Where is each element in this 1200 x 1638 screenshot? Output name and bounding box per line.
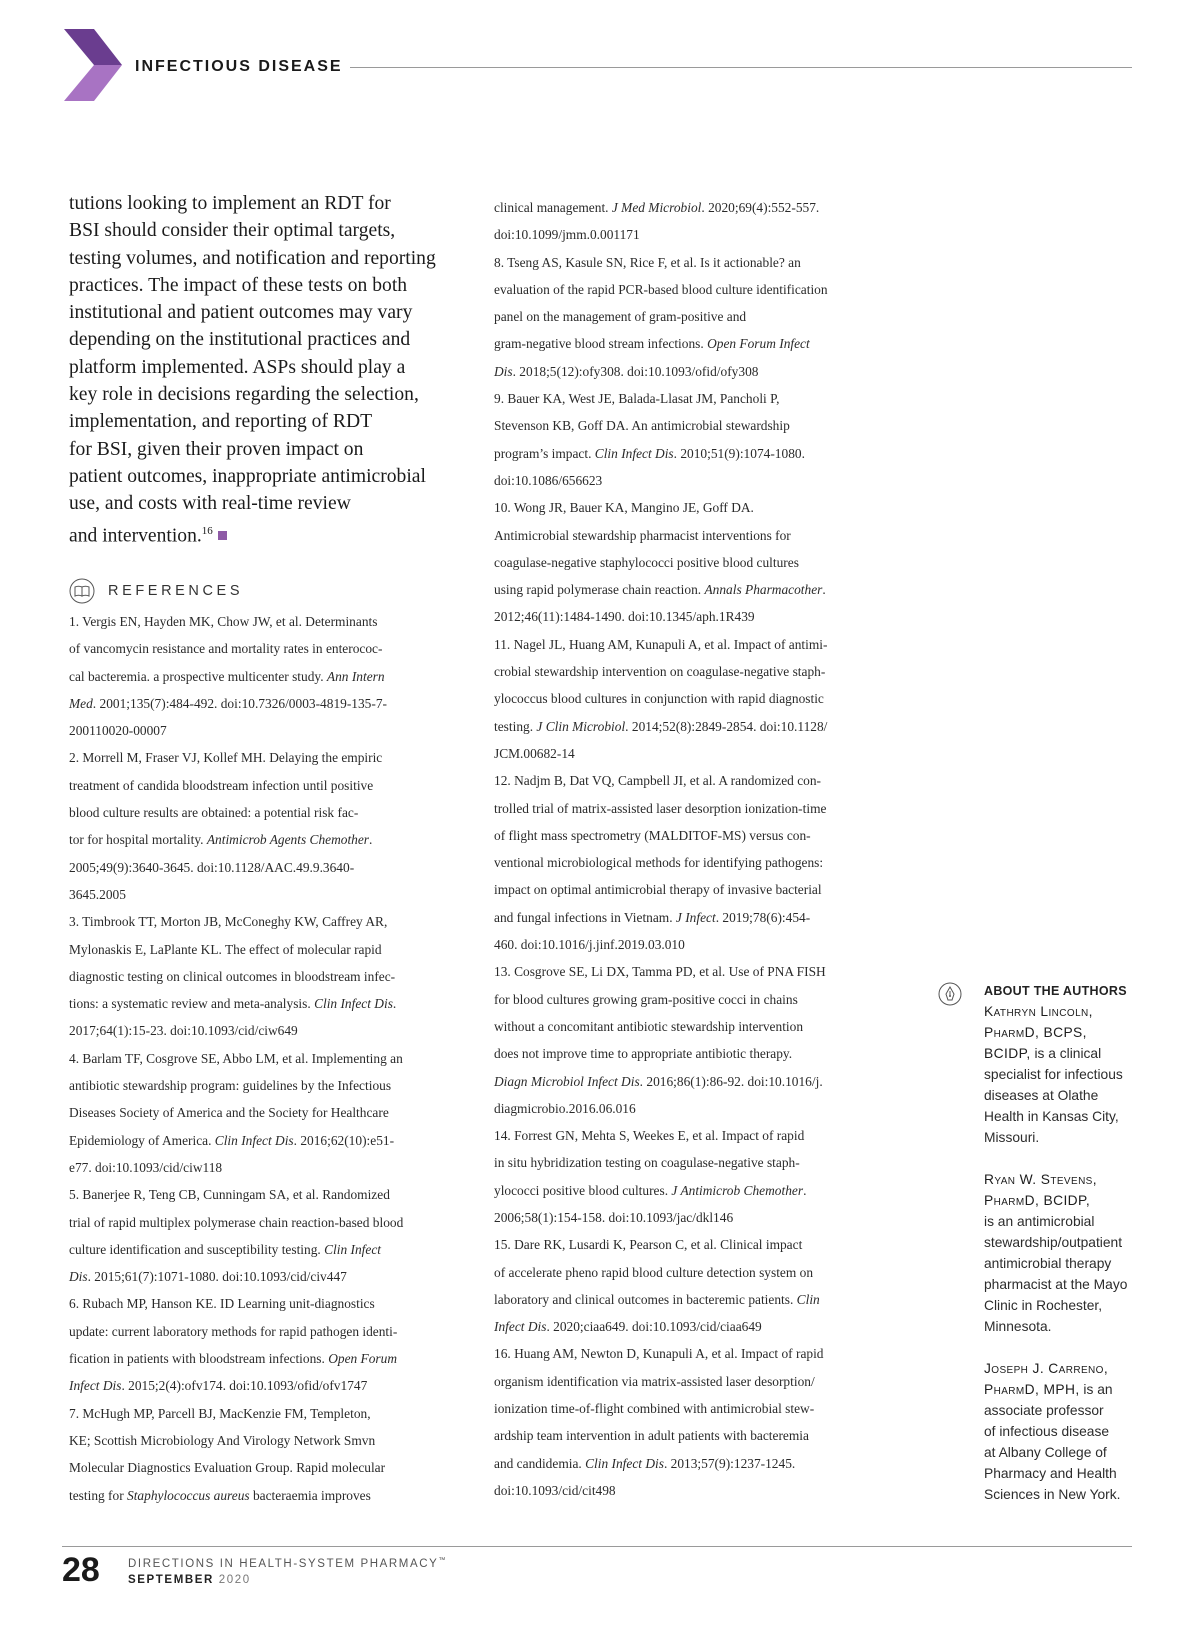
author-bio-line: Clinic in Rochester, xyxy=(984,1298,1103,1313)
author-bio-line: is an antimicrobial xyxy=(984,1214,1095,1229)
reference-line: 10. Wong JR, Bauer KA, Mangino JE, Goff DA. xyxy=(494,500,754,516)
reference-line: 3645.2005 xyxy=(69,886,126,902)
section-chevron-logo xyxy=(64,29,122,101)
author-name: Joseph J. Carreno, xyxy=(984,1361,1109,1376)
author-bio-line: stewardship/outpatient xyxy=(984,1235,1123,1250)
reference-line: 6. Rubach MP, Hanson KE. ID Learning unit-diagnostics xyxy=(69,1296,375,1312)
reference-line: 4. Barlam TF, Cosgrove SE, Abbo LM, et al. Implementing an xyxy=(69,1050,403,1066)
reference-line: 1. Vergis EN, Hayden MK, Chow JW, et al. Determinants xyxy=(69,614,378,629)
about-the-authors xyxy=(941,981,1141,1526)
reference-line: doi:10.1086/656623 xyxy=(494,472,603,488)
references-heading xyxy=(69,578,243,604)
reference-line: doi:10.1093/cid/cit498 xyxy=(494,1482,616,1498)
reference-line: evaluation of the rapid PCR-based blood culture identification xyxy=(494,281,828,297)
reference-line: coagulase-negative staphylococci positive blood cultures xyxy=(494,554,799,570)
publication-title: DIRECTIONS IN HEALTH-SYSTEM PHARMACY xyxy=(128,1558,439,1570)
author-name-line xyxy=(984,1169,1141,1190)
end-of-article-mark xyxy=(218,531,227,540)
author-bio-line: at Albany College of xyxy=(984,1445,1107,1460)
reference-line: ylococcus blood cultures in conjunction with rapid diagnostic xyxy=(494,691,824,707)
lead-paragraph-column xyxy=(69,190,474,549)
reference-line: crobial stewardship intervention on coagulase-negative staph- xyxy=(494,664,826,680)
reference-line: Stevenson KB, Goff DA. An antimicrobial stewardship xyxy=(494,418,790,434)
reference-line: using rapid polymerase chain reaction. Annals Pharmacother. xyxy=(494,582,826,598)
lead-paragraph-line: depending on the institutional practices and xyxy=(69,329,411,351)
author-name: BCIDP, xyxy=(984,1046,1031,1061)
trademark-symbol: ™ xyxy=(438,1557,448,1564)
author-bio-line: of infectious disease xyxy=(984,1424,1110,1439)
reference-line: Mylonaskis E, LaPlante KL. The effect of molecular rapid xyxy=(69,941,382,957)
citation-superscript: 16 xyxy=(201,524,213,537)
reference-line: doi:10.1099/jmm.0.001171 xyxy=(494,227,640,243)
reference-line: ventional microbiological methods for identifying pathogens: xyxy=(494,855,824,871)
reference-line: diagnostic testing on clinical outcomes in bloodstream infec- xyxy=(69,968,396,984)
reference-line: testing for Staphylococcus aureus bacteraemia improves xyxy=(69,1487,371,1503)
footer-divider xyxy=(62,1546,1132,1547)
reference-line: blood culture results are obtained: a potential risk fac- xyxy=(69,805,359,821)
reference-line: in situ hybridization testing on coagulase-negative staph- xyxy=(494,1155,800,1171)
reference-line: 5. Banerjee R, Teng CB, Cunningam SA, et al. Randomized xyxy=(69,1187,390,1203)
author-bio-line: associate professor xyxy=(984,1403,1104,1418)
reference-line: ardship team intervention in adult patients with bacteremia xyxy=(494,1428,809,1444)
references-heading-text: REFERENCES xyxy=(108,583,244,599)
reference-line: JCM.00682-14 xyxy=(494,745,575,761)
reference-line: 11. Nagel JL, Huang AM, Kunapuli A, et al. Impact of antimi- xyxy=(494,636,828,652)
reference-line: of flight mass spectrometry (MALDITOF-MS) versus con- xyxy=(494,827,811,843)
reference-line: antibiotic stewardship program: guidelines by the Infectious xyxy=(69,1078,392,1094)
reference-line: testing. J Clin Microbiol. 2014;52(8):2849-2854. doi:10.1128/ xyxy=(494,718,828,734)
reference-line: 7. McHugh MP, Parcell BJ, MacKenzie FM, Templeton, xyxy=(69,1405,371,1421)
author-name: Kathryn Lincoln, xyxy=(984,1004,1093,1019)
reference-line: fication in patients with bloodstream infections. Open Forum xyxy=(69,1351,398,1367)
reference-line: 8. Tseng AS, Kasule SN, Rice F, et al. Is it actionable? an xyxy=(494,254,801,270)
reference-line: impact on optimal antimicrobial therapy of invasive bacterial xyxy=(494,882,822,898)
reference-line: laboratory and clinical outcomes in bacteremic patients. Clin xyxy=(494,1291,820,1307)
reference-line: ionization time-of-flight combined with antimicrobial stew- xyxy=(494,1401,815,1417)
reference-line: trial of rapid multiplex polymerase chain reaction-based blood xyxy=(69,1214,404,1230)
references-column-1 xyxy=(69,608,479,1509)
author-name-line xyxy=(984,1379,1141,1400)
reference-line: trolled trial of matrix-assisted laser desorption ionization-time xyxy=(494,800,827,816)
reference-line: and candidemia. Clin Infect Dis. 2013;57(9):1237-1245. xyxy=(494,1455,796,1471)
header-divider xyxy=(350,67,1132,68)
lead-paragraph-line: and intervention. xyxy=(69,525,202,547)
reference-line: 13. Cosgrove SE, Li DX, Tamma PD, et al. Use of PNA FISH xyxy=(494,964,826,980)
reference-line: 2006;58(1):154-158. doi:10.1093/jac/dkl146 xyxy=(494,1209,734,1225)
references-column-2 xyxy=(494,194,899,1504)
author-name-suffix: is a clinical xyxy=(1030,1046,1102,1061)
lead-paragraph-line: tutions looking to implement an RDT for xyxy=(69,193,391,214)
reference-line: Antimicrobial stewardship pharmacist interventions for xyxy=(494,527,791,543)
reference-line: culture identification and susceptibility testing. Clin Infect xyxy=(69,1241,382,1257)
reference-line: diagmicrobio.2016.06.016 xyxy=(494,1100,636,1116)
lead-paragraph-line: institutional and patient outcomes may vary xyxy=(69,302,413,324)
author-bio-line: Missouri. xyxy=(984,1130,1040,1145)
author-name: Ryan W. Stevens, xyxy=(984,1172,1097,1187)
section-label: INFECTIOUS DISEASE xyxy=(135,58,343,75)
reference-line: 2012;46(11):1484-1490. doi:10.1345/aph.1R439 xyxy=(494,609,755,625)
reference-line: 15. Dare RK, Lusardi K, Pearson C, et al. Clinical impact xyxy=(494,1237,803,1253)
reference-line: treatment of candida bloodstream infection until positive xyxy=(69,777,374,793)
reference-line: Infect Dis. 2020;ciaa649. doi:10.1093/cid/ciaa649 xyxy=(494,1319,762,1335)
reference-line: tions: a systematic review and meta-analysis. Clin Infect Dis. xyxy=(69,996,397,1012)
lead-paragraph-line: patient outcomes, inappropriate antimicrobial xyxy=(69,465,426,487)
author-name-suffix: is an xyxy=(1079,1382,1113,1397)
book-icon xyxy=(69,578,95,604)
reference-line: 3. Timbrook TT, Morton JB, McConeghy KW, Caffrey AR, xyxy=(69,914,388,930)
reference-line: 12. Nadjm B, Dat VQ, Campbell JI, et al. A randomized con- xyxy=(494,773,822,789)
author-bio xyxy=(984,1001,1141,1148)
reference-line: Dis. 2018;5(12):ofy308. doi:10.1093/ofid/ofy308 xyxy=(494,363,759,379)
author-bio-line: specialist for infectious xyxy=(984,1067,1123,1082)
reference-line: 2005;49(9):3640-3645. doi:10.1128/AAC.49.9.3640- xyxy=(69,859,355,875)
reference-line: tor for hospital mortality. Antimicrob Agents Chemother. xyxy=(69,832,373,848)
reference-line: 200110020-00007 xyxy=(69,723,167,739)
lead-paragraph-line: implementation, and reporting of RDT xyxy=(69,411,373,433)
author-bio xyxy=(984,1358,1141,1505)
issue-date xyxy=(128,1574,251,1586)
reference-line: without a concomitant antibiotic stewardship intervention xyxy=(494,1018,804,1034)
reference-line: Med. 2001;135(7):484-492. doi:10.7326/0003-4819-135-7- xyxy=(69,695,387,711)
reference-line: does not improve time to appropriate antibiotic therapy. xyxy=(494,1046,793,1062)
authors-heading: ABOUT THE AUTHORS xyxy=(984,984,1127,998)
lead-paragraph-line: key role in decisions regarding the selection, xyxy=(69,384,419,406)
author-bio-line: diseases at Olathe xyxy=(984,1088,1099,1103)
reference-line: gram-negative blood stream infections. Open Forum Infect xyxy=(494,336,810,352)
author-name-line xyxy=(984,1022,1141,1043)
reference-line: and fungal infections in Vietnam. J Infect. 2019;78(6):454- xyxy=(494,909,811,925)
publication-name xyxy=(128,1557,447,1570)
reference-line: program’s impact. Clin Infect Dis. 2010;51(9):1074-1080. xyxy=(494,445,805,461)
lead-paragraph-line: platform implemented. ASPs should play a xyxy=(69,356,406,378)
lead-paragraph-line: testing volumes, and notification and reporting xyxy=(69,247,436,269)
lead-paragraph-line: BSI should consider their optimal targets, xyxy=(69,220,396,242)
author-name-line xyxy=(984,1001,1141,1022)
issue-year: 2020 xyxy=(218,1574,251,1586)
lead-paragraph-line: for BSI, given their proven impact on xyxy=(69,438,364,460)
author-name-line xyxy=(984,1358,1141,1379)
author-bio-line: Pharmacy and Health xyxy=(984,1466,1117,1481)
lead-paragraph-last-line xyxy=(69,518,474,550)
reference-line: for blood cultures growing gram-positive cocci in chains xyxy=(494,991,798,1007)
reference-line: of vancomycin resistance and mortality rates in enterococ- xyxy=(69,641,383,657)
author-bio-line: pharmacist at the Mayo xyxy=(984,1277,1128,1292)
reference-line: Dis. 2015;61(7):1071-1080. doi:10.1093/cid/civ447 xyxy=(69,1269,347,1285)
author-bios xyxy=(941,1001,1141,1505)
lead-paragraph-line: use, and costs with real-time review xyxy=(69,493,351,515)
reference-line: of accelerate pheno rapid blood culture detection system on xyxy=(494,1264,814,1280)
reference-line: 14. Forrest GN, Mehta S, Weekes E, et al. Impact of rapid xyxy=(494,1128,805,1144)
author-bio-line: Sciences in New York. xyxy=(984,1487,1121,1502)
reference-line: 2017;64(1):15-23. doi:10.1093/cid/ciw649 xyxy=(69,1023,298,1039)
reference-line: Diseases Society of America and the Society for Healthcare xyxy=(69,1105,389,1121)
reference-line: Epidemiology of America. Clin Infect Dis. 2016;62(10):e51- xyxy=(69,1132,395,1148)
author-name: PharmD, BCPS, xyxy=(984,1025,1087,1040)
reference-line: Diagn Microbiol Infect Dis. 2016;86(1):86-92. doi:10.1016/j. xyxy=(494,1073,823,1089)
reference-line: clinical management. J Med Microbiol. 2020;69(4):552-557. xyxy=(494,200,820,215)
issue-month: SEPTEMBER xyxy=(128,1574,214,1586)
reference-line: 16. Huang AM, Newton D, Kunapuli A, et al. Impact of rapid xyxy=(494,1346,824,1362)
reference-line: 2. Morrell M, Fraser VJ, Kollef MH. Delaying the empiric xyxy=(69,750,383,766)
reference-line: KE; Scottish Microbiology And Virology Network Smvn xyxy=(69,1432,376,1448)
author-name: PharmD, BCIDP, xyxy=(984,1193,1091,1208)
author-name-line xyxy=(984,1043,1141,1064)
author-name-line xyxy=(984,1190,1141,1211)
reference-line: cal bacteremia. a prospective multicenter study. Ann Intern xyxy=(69,668,385,684)
lead-paragraph xyxy=(69,190,474,549)
reference-line: organism identification via matrix-assisted laser desorption/ xyxy=(494,1373,815,1389)
reference-line: 460. doi:10.1016/j.jinf.2019.03.010 xyxy=(494,937,685,953)
author-bio-line: antimicrobial therapy xyxy=(984,1256,1112,1271)
author-bio xyxy=(984,1169,1141,1337)
reference-line: 9. Bauer KA, West JE, Balada-Llasat JM, Pancholi P, xyxy=(494,391,780,407)
reference-line: update: current laboratory methods for rapid pathogen identi- xyxy=(69,1323,398,1339)
page-number: 28 xyxy=(62,1551,100,1589)
reference-line: ylococci positive blood cultures. J Antimicrob Chemother. xyxy=(494,1182,807,1198)
reference-line: Infect Dis. 2015;2(4):ofv174. doi:10.1093/ofid/ofv1747 xyxy=(69,1378,368,1394)
reference-line: e77. doi:10.1093/cid/ciw118 xyxy=(69,1159,223,1175)
author-bio-line: Minnesota. xyxy=(984,1319,1052,1334)
reference-line: panel on the management of gram-positive and xyxy=(494,309,747,325)
lead-paragraph-line: practices. The impact of these tests on both xyxy=(69,274,408,296)
author-bio-line: Health in Kansas City, xyxy=(984,1109,1119,1124)
reference-line: Molecular Diagnostics Evaluation Group. Rapid molecular xyxy=(69,1460,386,1476)
pen-nib-icon xyxy=(938,982,962,1006)
author-name: PharmD, MPH, xyxy=(984,1382,1080,1397)
